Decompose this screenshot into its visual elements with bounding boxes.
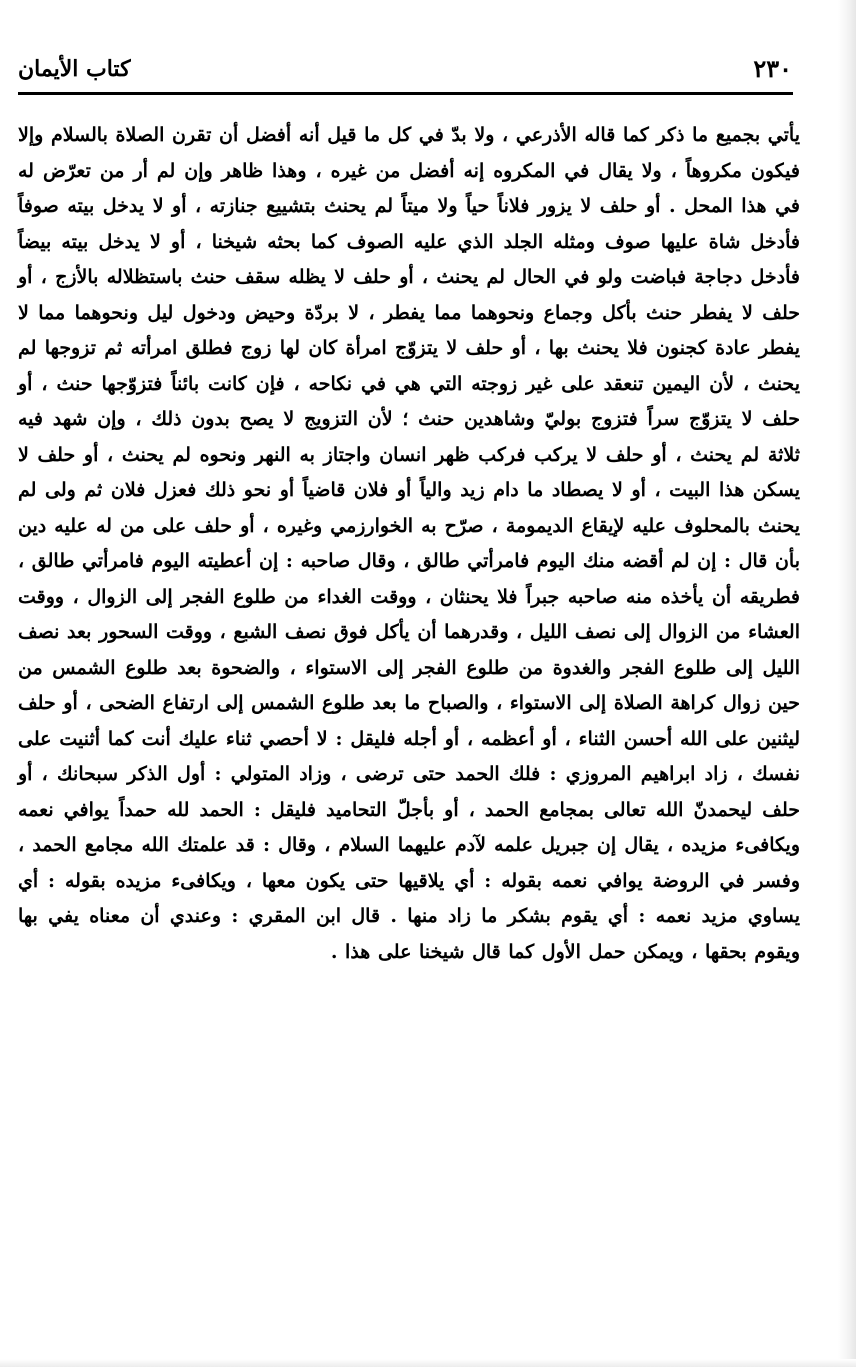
page-number: ٢٣٠	[753, 54, 792, 83]
page-header	[18, 50, 798, 90]
body-paragraph: يأتي بجميع ما ذكر كما قاله الأذرعي ، ولا بدّ في كل ما قيل أنه أفضل أن تقرن الصلاة بالسلام وإلا فيكون مكروهاً ، ولا يقال في المكروه إنه أفضل من غيره ، وهذا ظاهر وإن لم أر من تعرّض له في هذا المحل . أو حلف لا يزور فلاناً حياً ولا ميتاً لم يحنث بتشييع جنازته ، أو لا يدخل بيته صوفاً فأدخل شاة عليها صوف ومثله الجلد الذي عليه الصوف كما بحثه شيخنا ، أو لا يدخل بيته بيضاً فأدخل دجاجة فباضت ولو في الحال لم يحنث ، أو حلف لا يظله سقف حنث باستظلاله بالأزج ، أو حلف لا يفطر حنث بأكل وجماع ونحوهما مما يفطر ، لا بردّة وحيض ودخول ليل ونحوهما مما لا يفطر عادة كجنون فلا يحنث بها ، أو حلف لا يتزوّج امرأة كان لها زوج فطلق امرأته ثم تزوجها لم يحنث ، لأن اليمين تنعقد على غير زوجته التي هي في نكاحه ، فإن كانت بائناً فتزوّجها حنث ، أو حلف لا يتزوّج سراً فتزوج بوليّ وشاهدين حنث ؛ لأن التزويج لا يصح بدون ذلك ، وإن شهد فيه ثلاثة لم يحنث ، أو حلف لا يركب فركب ظهر انسان واجتاز به النهر ونحوه لم يحنث ، أو حلف لا يسكن هذا البيت ، أو لا يصطاد ما دام زيد والياً أو فلان قاضياً أو نحو ذلك فعزل فلان ثم ولى لم يحنث بالمحلوف عليه لإيقاع الديمومة ، صرّح به الخوارزمي وغيره ، أو حلف على من له عليه دين بأن قال : إن لم أقضه منك اليوم فامرأتي طالق ، وقال صاحبه : إن أعطيته اليوم فامرأتي طالق ، فطريقه أن يأخذه منه صاحبه جبراً فلا يحنثان ، ووقت الغداء من طلوع الفجر إلى الزوال ، ووقت العشاء من الزوال إلى نصف الليل ، وقدرهما أن يأكل فوق نصف الشبع ، ووقت السحور بعد نصف الليل إلى طلوع الفجر والغدوة من طلوع الفجر إلى الاستواء ، والضحوة بعد طلوع الشمس من حين زوال كراهة الصلاة إلى الاستواء ، والصباح ما بعد طلوع الشمس إلى ارتفاع الضحى ، أو حلف ليثنين على الله أحسن الثناء ، أو أعظمه ، أو أجله فليقل : لا أحصي ثناء عليك أنت كما أثنيت على نفسك ، زاد ابراهيم المروزي : فلك الحمد حتى ترضى ، وزاد المتولي : أول الذكر سبحانك ، أو حلف ليحمدنّ الله تعالى بمجامع الحمد ، أو بأجلّ التحاميد فليقل : الحمد لله حمداً يوافي نعمه ويكافىء مزيده ، يقال إن جبريل علمه لآدم عليهما السلام ، وقال : قد علمتك الله مجامع الحمد ، وفسر في الروضة يوافي نعمه بقوله : أي يلاقيها حتى يكون معها ، ويكافىء مزيده بقوله : أي يساوي مزيد نعمه : أي يقوم بشكر ما زاد منها . قال ابن المقري : وعندي أن معناه يفي بها ويقوم بحقها ، ويمكن حمل الأول كما قال شيخنا على هذا .	[18, 124, 800, 963]
scan-bottom-shadow	[0, 1359, 856, 1367]
scan-edge-shadow	[838, 0, 856, 1367]
running-title: كتاب الأيمان	[18, 56, 131, 82]
header-divider	[18, 92, 793, 95]
